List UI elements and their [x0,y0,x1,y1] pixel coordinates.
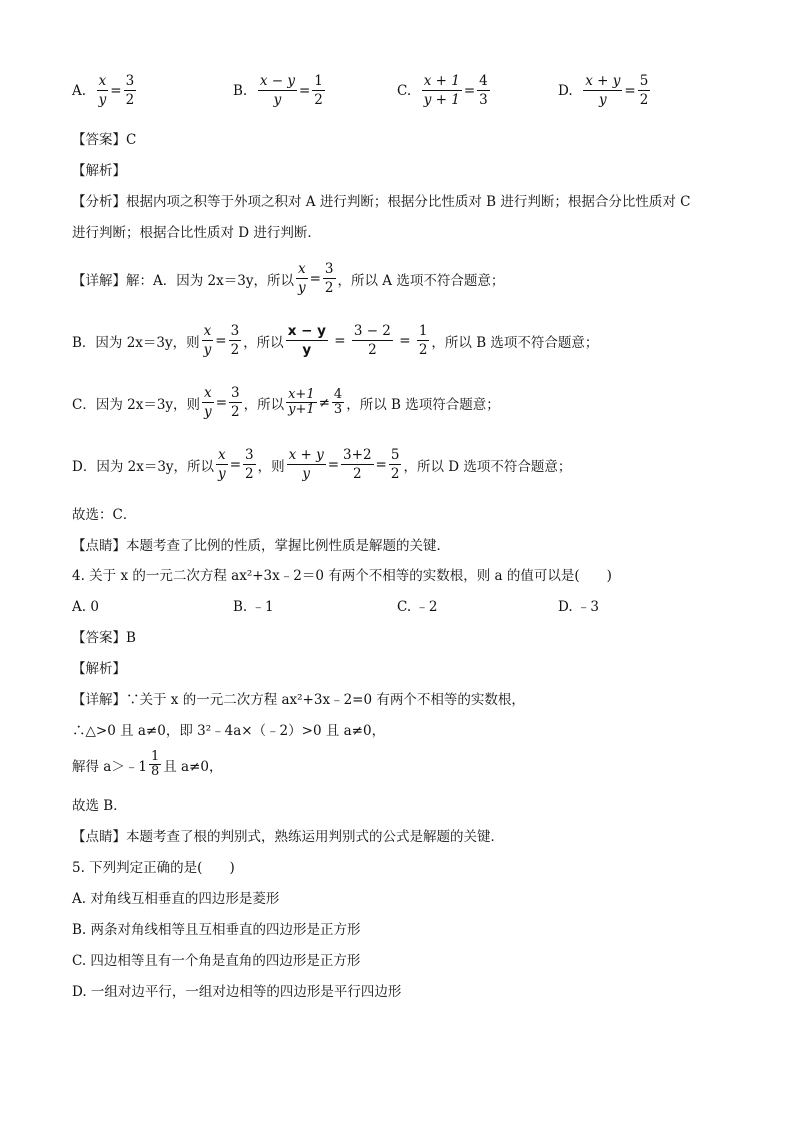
numerator: 3 [245,447,254,463]
fraction [286,322,328,359]
q3-detail-d [72,446,571,483]
option-letter: B. [233,82,248,99]
fraction [352,322,393,359]
option-letter: D. [558,82,573,99]
numerator: 5 [390,447,400,463]
numerator: 3 [324,261,334,277]
denominator: 2 [368,342,377,358]
option-letter: A. [72,82,87,99]
q4-option-a: A. 0 [72,599,99,615]
numerator: 4 [479,73,488,89]
denominator: y [203,342,212,358]
numerator: x + y [288,447,324,463]
equals-sign: = [327,456,340,473]
q5-option-d: D. 一组对边平行，一组对边相等的四边形是平行四边形 [72,984,402,1000]
numerator: 1 [418,323,428,339]
numerator: 3 − 2 [353,323,391,339]
fraction [477,72,490,109]
denominator: y [302,466,310,482]
detail-text: ，所以 [243,334,284,351]
fraction [583,72,622,109]
denominator: y [302,342,312,358]
fraction [323,260,336,297]
q4-analysis-label: 【解析】 [72,661,126,677]
denominator: 2 [245,466,254,482]
numerator: x+1 [288,387,315,402]
numerator: 5 [639,73,649,89]
equals-sign: = [309,270,321,287]
fraction [417,322,430,359]
fraction [312,72,325,109]
numerator: x + 1 [423,73,460,89]
denominator: y [297,280,306,296]
detail-text: D．因为 2x＝3y，所以 [72,458,215,475]
q4-option-b: B. ﹣1 [233,599,274,615]
numerator: x [203,323,212,339]
q5-option-b: B. 两条对角线相等且互相垂直的四边形是正方形 [72,922,361,938]
numerator: 3 [231,385,240,401]
fraction [149,750,161,779]
detail-text: 解得 a＞﹣1 [72,758,147,775]
equals-sign: = [399,332,411,349]
detail-text: ，所以 [243,396,285,413]
fraction [202,322,214,359]
equals-sign: = [110,82,122,99]
q3-answer: 【答案】C [72,132,137,148]
numerator: 1 [150,749,160,764]
denominator: y + 1 [423,92,460,108]
denominator: 2 [639,92,649,108]
fraction [389,446,402,483]
fraction [258,72,297,109]
denominator: y [598,92,607,108]
denominator: 8 [150,764,160,779]
q3-option-c [397,72,492,109]
numerator: x − y [259,73,295,89]
q4-detail-line3 [72,750,222,779]
equals-sign: = [215,332,227,349]
fraction [286,388,317,417]
detail-text: 且 a≠0， [163,758,223,775]
fraction [638,72,651,109]
q3-option-a [72,72,138,109]
detail-text: C．因为 2x＝3y，则 [72,396,201,413]
equals-sign: = [624,82,636,99]
denominator: 3 [479,92,488,108]
numerator: 3 [125,73,135,89]
q4-choose: 故选 B． [72,798,127,814]
denominator: y+1 [288,402,315,417]
q3-analysis-label: 【解析】 [72,163,126,179]
fraction [229,384,242,421]
numerator: x + y [585,73,621,89]
fraction [422,72,462,109]
equals-sign: = [229,456,241,473]
numerator: x [218,447,226,463]
detail-text: ，所以 B 选项不符合题意； [431,334,599,351]
option-letter: C. [397,82,412,99]
denominator: 2 [324,280,334,296]
detail-text: ，则 [257,458,285,475]
q3-comment: 【点睛】本题考查了比例的性质，掌握比例性质是解题的关键． [72,538,450,554]
q3-detail-c [72,384,500,421]
q5-option-c: C. 四边相等且有一个角是直角的四边形是正方形 [72,953,361,969]
denominator: 2 [314,92,323,108]
q3-fenxi-line1: 【分析】根据内项之积等于外项之积对 A 进行判断；根据分比性质对 B 进行判断；根据合分比性质对 C [72,194,691,210]
fraction [341,446,374,483]
detail-text: ，所以 D 选项不符合题意； [403,458,572,475]
equals-sign: = [215,394,227,411]
q4-stem: 4. 关于 x 的一元二次方程 ax²+3x﹣2＝0 有两个不相等的实数根，则 a 的值可以是( ) [72,568,612,584]
q3-choose: 故选：C． [72,507,137,523]
denominator: y [204,404,212,420]
fraction [296,260,308,297]
denominator: y [218,466,226,482]
denominator: y [273,92,282,108]
denominator: 2 [231,404,240,420]
denominator: 2 [230,342,240,358]
denominator: 2 [390,466,400,482]
numerator: x [98,73,107,89]
fraction [332,388,344,417]
q4-option-d: D. ﹣3 [558,599,600,615]
fraction [97,72,109,109]
not-equal-sign: ≠ [318,394,330,411]
fraction [287,446,326,483]
fraction [124,72,137,109]
equals-sign: = [334,332,346,349]
q3-detail-b [72,322,598,359]
q4-answer: 【答案】B [72,630,136,646]
q4-detail-line1: 【详解】∵关于 x 的一元二次方程 ax²+3x﹣2=0 有两个不相等的实数根， [72,692,525,708]
q4-detail-line2: ∴△>0 且 a≠0，即 3²﹣4a×（﹣2）>0 且 a≠0， [72,723,386,739]
numerator: x [204,385,212,401]
numerator: 3 [230,323,240,339]
numerator: x − y [287,323,326,339]
equals-sign: = [463,82,476,99]
detail-text: ，所以 B 选项符合题意； [346,396,500,413]
numerator: 4 [333,387,343,402]
q3-fenxi-line2: 进行判断；根据合比性质对 D 进行判断． [72,225,321,241]
numerator: 1 [314,73,323,89]
q5-stem: 5. 下列判定正确的是( ) [72,860,235,876]
numerator: x [297,261,306,277]
numerator: 3+2 [343,447,372,463]
fraction [202,384,214,421]
fraction [216,446,228,483]
detail-text: 【详解】解：A．因为 2x＝3y，所以 [72,272,294,289]
q3-option-d [558,72,652,109]
detail-text: ，所以 A 选项不符合题意； [337,272,505,289]
fraction [243,446,256,483]
denominator: 3 [333,402,343,417]
equals-sign: = [298,82,311,99]
fraction [229,322,242,359]
q4-comment: 【点睛】本题考查了根的判别式，熟练运用判别式的公式是解题的关键． [72,829,504,845]
denominator: 2 [353,466,362,482]
denominator: 2 [125,92,135,108]
denominator: y [98,92,107,108]
denominator: 2 [418,342,428,358]
equals-sign: = [375,456,387,473]
q4-option-c: C. ﹣2 [397,599,438,615]
q3-detail-a [72,260,504,297]
q3-option-b [233,72,327,109]
q5-option-a: A. 对角线互相垂直的四边形是菱形 [72,891,280,907]
detail-text: B．因为 2x＝3y，则 [72,334,200,351]
